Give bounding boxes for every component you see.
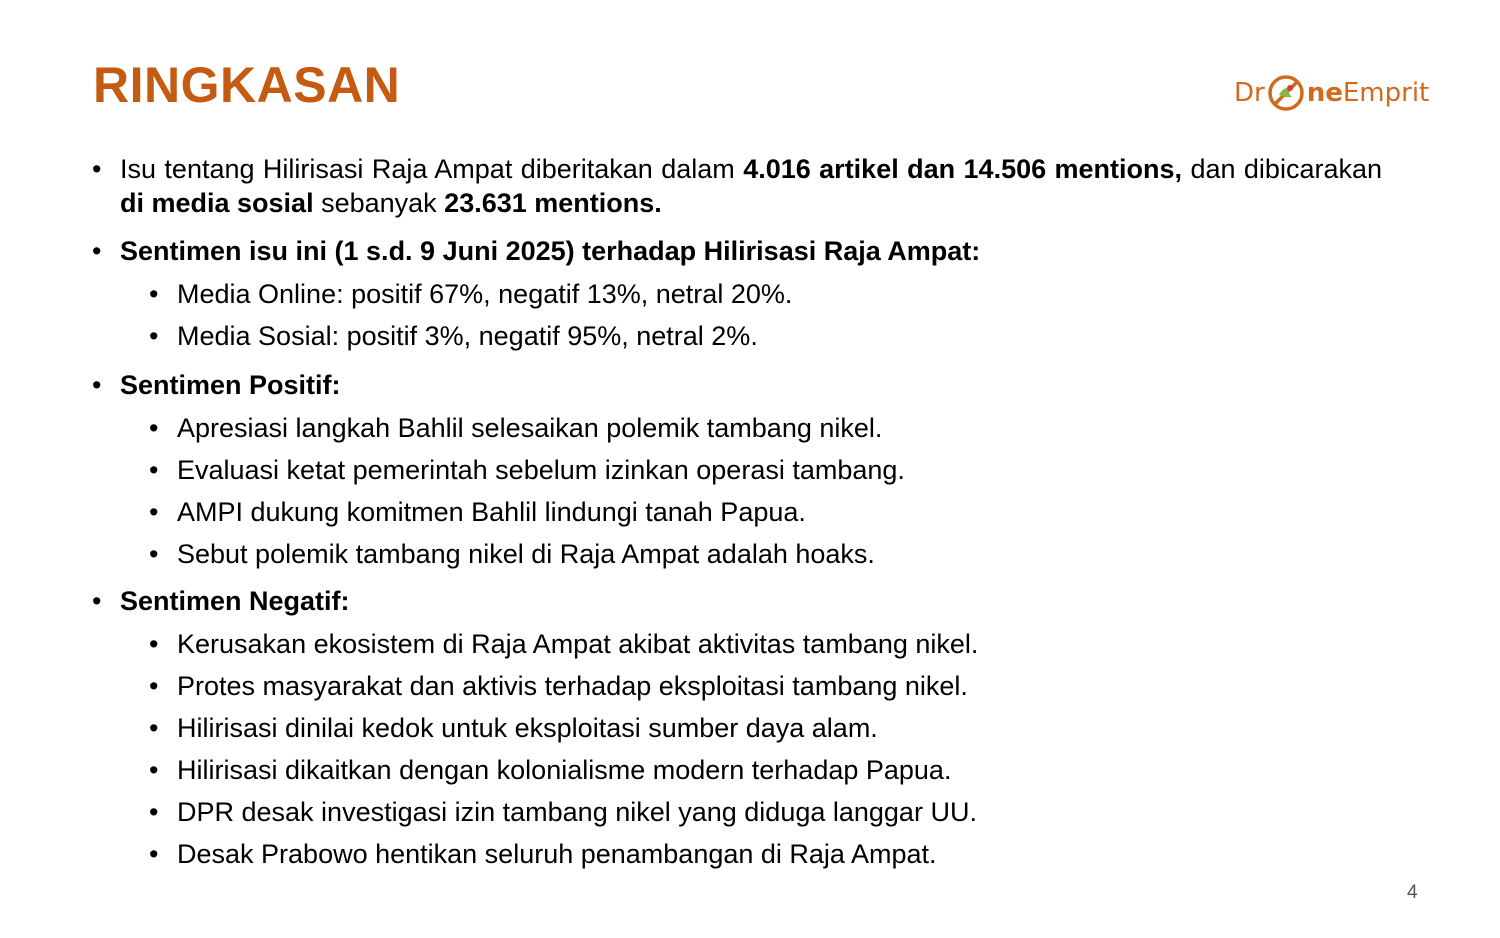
list-item: • Hilirisasi dikaitkan dengan kolonialisme modern terhadap Papua. [92,754,1382,786]
list-item: • Kerusakan ekosistem di Raja Ampat akibat aktivitas tambang nikel. [92,628,1382,660]
list-item: • Sebut polemik tambang nikel di Raja Ampat adalah hoaks. [92,538,1382,570]
summary-bold-social: di media sosial [120,188,314,218]
logo-text-dr: Dr [1234,78,1265,108]
list-item: • Media Online: positif 67%, negatif 13%, netral 20%. [92,278,1382,310]
logo-text-emprit: Emprit [1342,78,1430,108]
list-item: • Media Sosial: positif 3%, negatif 95%, netral 2%. [92,320,1382,352]
summary-bold-mentions: 23.631 mentions. [444,188,662,218]
list-item: • Desak Prabowo hentikan seluruh penambangan di Raja Ampat. [92,838,1382,870]
summary-bold-articles: 4.016 artikel dan 14.506 mentions, [743,154,1183,184]
negative-heading-bullet [92,584,1382,618]
page-number: 4 [1407,882,1418,903]
list-item: • Apresiasi langkah Bahlil selesaikan polemik tambang nikel. [92,412,1382,444]
list-item: • AMPI dukung komitmen Bahlil lindungi tanah Papua. [92,496,1382,528]
page-title: RINGKASAN [93,57,401,113]
list-item: • Hilirisasi dinilai kedok untuk eksploitasi sumber daya alam. [92,712,1382,744]
summary-text-3: sebanyak [313,188,445,218]
logo-text-ne: ne [1306,78,1343,108]
summary-content [92,152,1382,870]
summary-text-2: dan dibicarakan [1182,154,1383,184]
list-item: • Evaluasi ketat pemerintah sebelum izinkan operasi tambang. [92,454,1382,486]
drone-circle-icon [1266,73,1306,113]
positive-heading: Sentimen Positif: [120,370,341,400]
negative-heading: Sentimen Negatif: [120,586,350,616]
summary-bullet [92,152,1382,220]
list-item: • Protes masyarakat dan aktivis terhadap eksploitasi tambang nikel. [92,670,1382,702]
list-item: • DPR desak investigasi izin tambang nikel yang diduga langgar UU. [92,796,1382,828]
positive-heading-bullet [92,368,1382,402]
sentiment-heading: Sentimen isu ini (1 s.d. 9 Juni 2025) terhadap Hilirisasi Raja Ampat: [120,236,981,266]
sentiment-heading-bullet [92,234,1382,268]
drone-emprit-logo [1234,64,1444,122]
summary-text-1: Isu tentang Hilirisasi Raja Ampat diberitakan dalam [120,154,744,184]
